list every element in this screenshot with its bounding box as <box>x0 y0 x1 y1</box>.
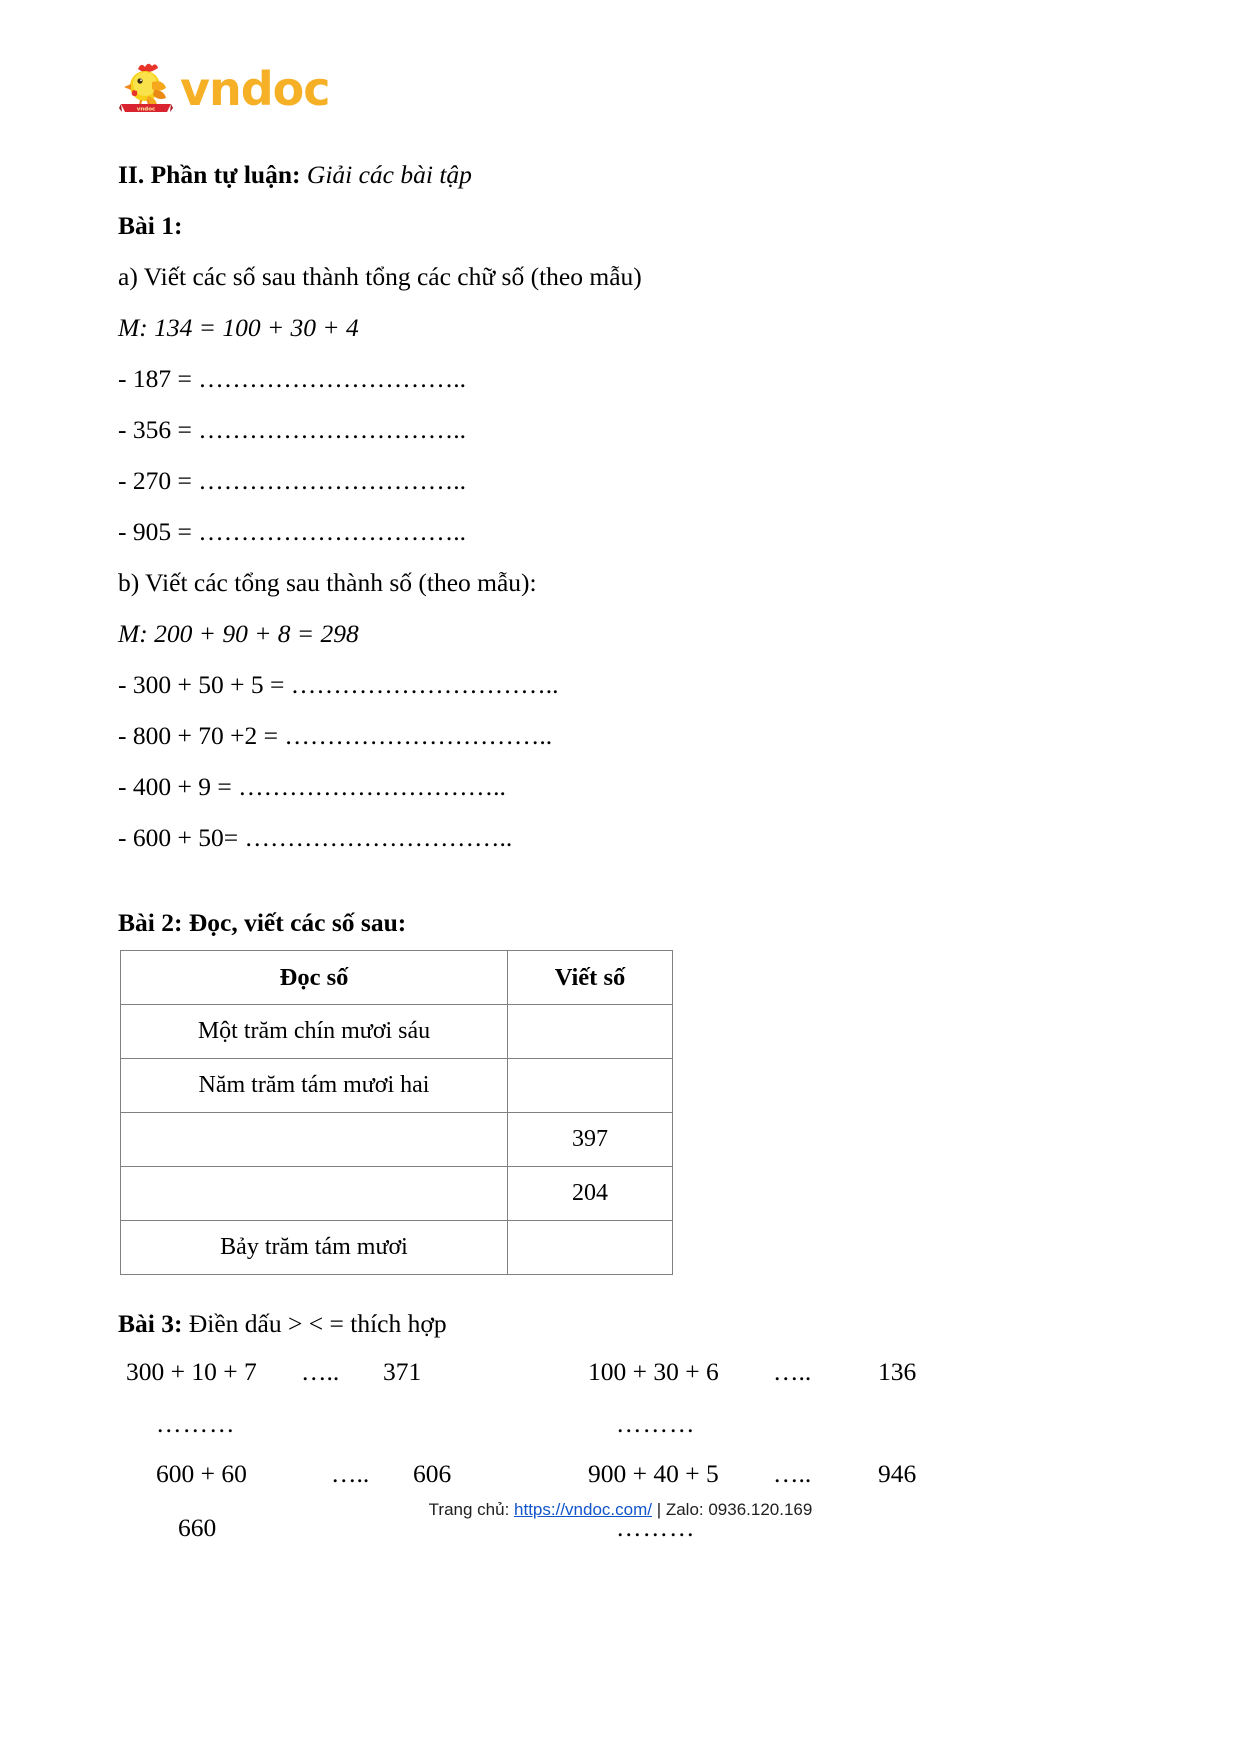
bai1-part-a-model: M: 134 = 100 + 30 + 4 <box>118 313 359 342</box>
table-row <box>121 1059 673 1113</box>
table-row <box>121 1221 673 1275</box>
chicken-mascot-icon <box>118 60 174 118</box>
bai3-sign-blank[interactable]: ….. <box>773 1459 812 1488</box>
bai3-value: 946 <box>878 1459 917 1488</box>
spacer <box>118 874 1128 908</box>
bai3-value: 136 <box>878 1357 917 1386</box>
cell-viet-so[interactable] <box>508 1221 673 1275</box>
bai3-pair-2-right <box>588 1459 916 1489</box>
bai3-dots-right-wrap <box>588 1409 696 1439</box>
bai2-heading: Bài 2: Đọc, viết các số sau: <box>118 908 407 937</box>
bai3-expression: 100 + 30 + 6 <box>588 1357 719 1386</box>
bai1-part-a-item: - 270 = ………………………….. <box>118 466 466 495</box>
page-footer <box>0 1500 1241 1520</box>
vndoc-logo <box>118 58 330 120</box>
bai3-pair-1-left <box>118 1357 588 1387</box>
cell-doc-so: Năm trăm tám mươi hai <box>121 1059 508 1113</box>
bai1-part-a-item: - 187 = ………………………….. <box>118 364 466 393</box>
bai1-part-b-item: - 300 + 50 + 5 = ………………………….. <box>118 670 559 699</box>
bai3-value: 606 <box>413 1459 452 1488</box>
footer-suffix: | Zalo: 0936.120.169 <box>651 1500 813 1519</box>
bai3-expression: 600 + 60 <box>156 1459 247 1488</box>
cell-doc-so: Bảy trăm tám mươi <box>121 1221 508 1275</box>
bai3-pair-2-left <box>118 1459 588 1489</box>
logo-wordmark: vndoc <box>180 62 330 116</box>
footer-website-link[interactable]: https://vndoc.com/ <box>514 1500 652 1519</box>
bai3-expression: 300 + 10 + 7 <box>126 1357 257 1386</box>
bai1-part-b-item: - 800 + 70 +2 = ………………………….. <box>118 721 553 750</box>
bai3-row-2 <box>118 1459 1128 1489</box>
section-number-label: II. Phần tự luận: <box>118 160 301 189</box>
cell-viet-so: 397 <box>508 1113 673 1167</box>
bai3-answer-blank[interactable]: ……… <box>156 1409 236 1438</box>
cell-viet-so: 204 <box>508 1167 673 1221</box>
svg-text:vndoc: vndoc <box>136 106 156 113</box>
table-header-row <box>121 951 673 1005</box>
bai2-table <box>120 950 673 1275</box>
cell-doc-so[interactable] <box>121 1113 508 1167</box>
bai3-sign-blank[interactable]: ….. <box>773 1357 812 1386</box>
bai1-part-b-prompt: b) Viết các tổng sau thành số (theo mẫu): <box>118 568 537 597</box>
section-heading <box>118 160 1128 190</box>
bai3-row-dots <box>118 1409 1128 1439</box>
section-subtitle: Giải các bài tập <box>306 160 472 189</box>
cell-viet-so[interactable] <box>508 1005 673 1059</box>
bai3-sign-blank[interactable]: ….. <box>331 1459 370 1488</box>
bai3-heading <box>118 1309 1128 1339</box>
column-header-doc-so: Đọc số <box>121 951 508 1005</box>
bai3-row-1 <box>118 1357 1128 1387</box>
bai1-heading: Bài 1: <box>118 211 183 240</box>
bai1-part-b-model: M: 200 + 90 + 8 = 298 <box>118 619 359 648</box>
bai1-part-b-item: - 400 + 9 = ………………………….. <box>118 772 506 801</box>
bai3-sign-blank[interactable]: ….. <box>301 1357 340 1386</box>
bai3-expression: 900 + 40 + 5 <box>588 1459 719 1488</box>
bai3-answer-blank[interactable]: ……… <box>616 1409 696 1438</box>
table-row <box>121 1005 673 1059</box>
bai3-instruction: Điền dấu > < = thích hợp <box>182 1309 447 1338</box>
worksheet-content <box>118 160 1128 1547</box>
column-header-viet-so: Viết số <box>508 951 673 1005</box>
bai3-dots-left-wrap <box>118 1409 588 1439</box>
bai1-part-a-prompt: a) Viết các số sau thành tổng các chữ số (theo mẫu) <box>118 262 642 291</box>
bai1-part-a-item: - 356 = ………………………….. <box>118 415 466 444</box>
spacer <box>118 1275 1128 1309</box>
cell-viet-so[interactable] <box>508 1059 673 1113</box>
bai3-pair-1-right <box>588 1357 916 1387</box>
cell-doc-so[interactable] <box>121 1167 508 1221</box>
bai3-label: Bài 3: <box>118 1309 183 1338</box>
bai1-part-b-item: - 600 + 50= ………………………….. <box>118 823 513 852</box>
bai3-value: 371 <box>383 1357 422 1386</box>
cell-doc-so: Một trăm chín mươi sáu <box>121 1005 508 1059</box>
bai1-part-a-item: - 905 = ………………………….. <box>118 517 466 546</box>
table-row <box>121 1113 673 1167</box>
bai3-bottom-value: 660 <box>178 1513 217 1542</box>
table-row <box>121 1167 673 1221</box>
footer-prefix: Trang chủ: <box>428 1500 515 1519</box>
bai3-answer-blank[interactable]: ……… <box>616 1513 696 1542</box>
